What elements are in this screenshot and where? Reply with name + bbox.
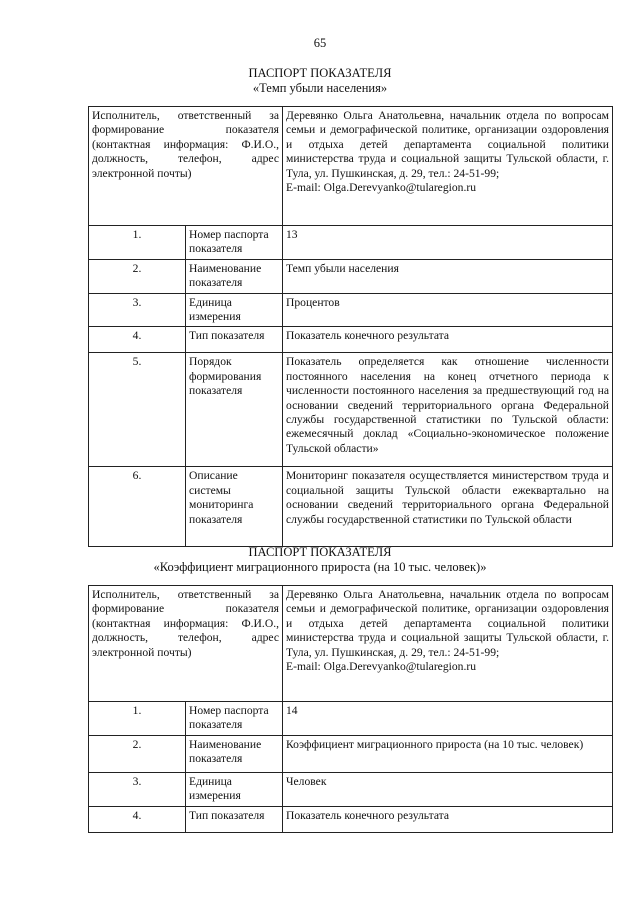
passport-2-table — [88, 585, 613, 833]
executor-email: E-mail: Olga.Derevyanko@tularegion.ru — [286, 181, 476, 195]
row-value: 13 — [283, 226, 613, 260]
executor-cell — [283, 107, 613, 226]
row-label: Единица измерения — [186, 772, 283, 806]
row-value: Процентов — [283, 293, 613, 327]
row-value: Показатель конечного результата — [283, 806, 613, 832]
table-row — [89, 467, 613, 547]
row-value: Коэффициент миграционного прироста (на 10 тыс. человек) — [283, 735, 613, 772]
table-row — [89, 702, 613, 736]
row-label: Описание системы мониторинга показателя — [186, 467, 283, 547]
row-number: 1. — [89, 702, 186, 736]
row-number: 3. — [89, 293, 186, 327]
row-value: Показатель конечного результата — [283, 327, 613, 353]
table-row — [89, 293, 613, 327]
executor-cell — [283, 586, 613, 702]
row-label: Тип показателя — [186, 327, 283, 353]
row-number: 2. — [89, 259, 186, 293]
row-number: 4. — [89, 327, 186, 353]
row-label: Единица измерения — [186, 293, 283, 327]
table-row — [89, 327, 613, 353]
row-number: 2. — [89, 735, 186, 772]
passport-1-table — [88, 106, 613, 547]
row-number: 4. — [89, 806, 186, 832]
executor-email: E-mail: Olga.Derevyanko@tularegion.ru — [286, 660, 476, 674]
passport-1-title: ПАСПОРТ ПОКАЗАТЕЛЯ — [248, 66, 392, 80]
row-label: Наименование показателя — [186, 259, 283, 293]
row-label: Номер паспорта показателя — [186, 226, 283, 260]
passport-1-subtitle: «Темп убыли населения» — [252, 81, 388, 95]
passport-2-subtitle: «Коэффициент миграционного прироста (на 10 тыс. человек)» — [153, 560, 487, 574]
row-number: 3. — [89, 772, 186, 806]
table-row — [89, 772, 613, 806]
executor-value: Деревянко Ольга Анатольевна, начальник отдела по вопросам семьи и демографической политике, организации оздоровления и отдыха детей департамента социальной политики министерства труда и социальной защиты Тульской области, г. Тула, ул. Пушкинская, д. 29, тел.: 24-51-99; — [286, 109, 609, 180]
table-row — [89, 735, 613, 772]
row-number: 1. — [89, 226, 186, 260]
row-number: 5. — [89, 353, 186, 467]
page-number: 65 — [313, 36, 327, 50]
executor-value: Деревянко Ольга Анатольевна, начальник отдела по вопросам семьи и демографической политике, организации оздоровления и отдыха детей департамента социальной политики министерства труда и социальной защиты Тульской области, г. Тула, ул. Пушкинская, д. 29, тел.: 24-51-99; — [286, 588, 609, 659]
row-value: Показатель определяется как отношение численности постоянного населения на конец отчетного периода к численности постоянного населения за предшествующий год на основании сведений территориального органа Федеральной службы государственной статистики по Тульской области: ежемесячный доклад «Социально-экономическое положение Тульской области» — [283, 353, 613, 467]
row-value: Мониторинг показателя осуществляется министерством труда и социальной защиты Тульской области ежеквартально на основании сведений территориального органа Федеральной службы государственной статистики по Тульской области — [283, 467, 613, 547]
table-row — [89, 259, 613, 293]
executor-label: Исполнитель, ответственный за формирование показателя (контактная информация: Ф.И.О., должность, телефон, адрес электронной почты) — [89, 586, 283, 702]
row-value: Человек — [283, 772, 613, 806]
table-row — [89, 353, 613, 467]
executor-row — [89, 586, 613, 702]
row-label: Номер паспорта показателя — [186, 702, 283, 736]
table-row — [89, 806, 613, 832]
executor-row — [89, 107, 613, 226]
row-label: Порядок формирования показателя — [186, 353, 283, 467]
table-row — [89, 226, 613, 260]
row-number: 6. — [89, 467, 186, 547]
row-value: 14 — [283, 702, 613, 736]
row-label: Тип показателя — [186, 806, 283, 832]
row-label: Наименование показателя — [186, 735, 283, 772]
executor-label: Исполнитель, ответственный за формирование показателя (контактная информация: Ф.И.О., должность, телефон, адрес электронной почты) — [89, 107, 283, 226]
passport-2-title: ПАСПОРТ ПОКАЗАТЕЛЯ — [248, 545, 392, 559]
row-value: Темп убыли населения — [283, 259, 613, 293]
